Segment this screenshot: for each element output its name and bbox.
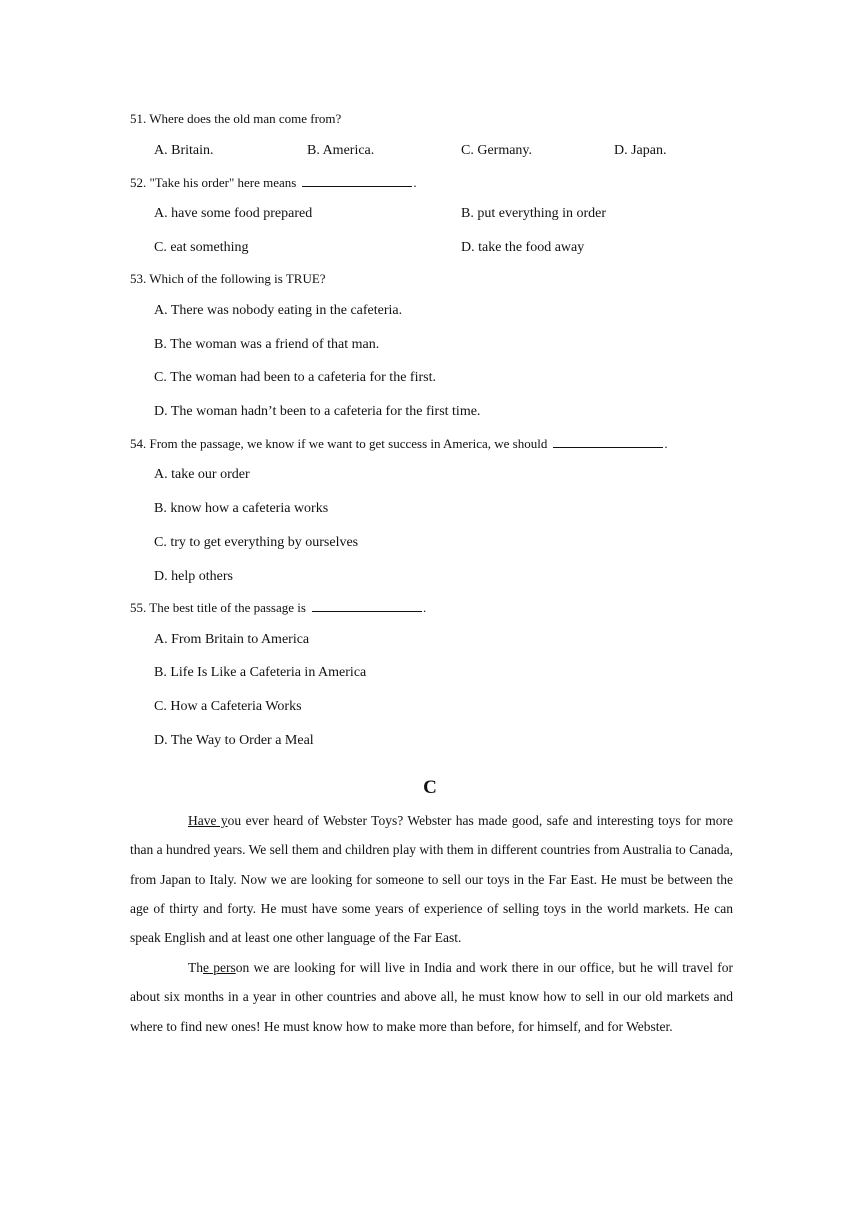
q51-option-a: A. Britain. — [154, 143, 214, 158]
q54-option-a: A. take our order — [154, 467, 250, 482]
paragraph-text: on we are looking for will live in India and work there in our office, but he will travel for about six months in a year in other countries and above all, he must know how to sell in our old markets and where to find new ones! He must know how to make more than before, for himself, and for Webster. — [130, 960, 734, 1034]
q55-option-c: C. How a Cafeteria Works — [154, 699, 302, 714]
q52-option-c: C. eat something — [154, 240, 249, 255]
question-54 — [130, 436, 668, 452]
blank-period: . — [664, 436, 668, 451]
q55-option-a: A. From Britain to America — [154, 632, 310, 647]
q52-option-a: A. have some food prepared — [154, 206, 313, 221]
q54-option-b: B. know how a cafeteria works — [154, 501, 329, 516]
underlined-text: Have y — [188, 813, 228, 828]
blank-period: . — [413, 175, 417, 190]
q52-option-b: B. put everything in order — [461, 206, 607, 221]
answer-blank — [302, 175, 412, 187]
q53-option-d: D. The woman hadn’t been to a cafeteria for the first time. — [154, 404, 481, 419]
underlined-text: e pers — [203, 960, 236, 975]
question-55-text: 55. The best title of the passage is — [130, 600, 306, 615]
question-55 — [130, 600, 426, 616]
paragraph-text: ou ever heard of Webster Toys? Webster has made good, safe and interesting toys for more than a hundred years. We sell them and children play with them in different countries from Australia to Canada, from Japan to Italy. Now we are looking for someone to sell our toys in the Far East. He must be between the age of thirty and forty. He must have some years of experience of selling toys in the world markets. He can speak English and at least one other language of the Far East. — [130, 813, 733, 946]
q53-option-b: B. The woman was a friend of that man. — [154, 337, 380, 352]
question-53: 53. Which of the following is TRUE? — [130, 271, 326, 286]
q51-option-b: B. America. — [307, 143, 375, 158]
q55-option-b: B. Life Is Like a Cafeteria in America — [154, 665, 367, 680]
answer-blank — [553, 436, 663, 448]
q53-option-a: A. There was nobody eating in the cafeteria. — [154, 303, 403, 318]
q52-option-d: D. take the food away — [461, 240, 585, 255]
q51-option-d: D. Japan. — [614, 143, 667, 158]
q53-option-c: C. The woman had been to a cafeteria for the first. — [154, 370, 436, 385]
question-51: 51. Where does the old man come from? — [130, 111, 342, 126]
section-heading: C — [423, 777, 437, 798]
q51-option-c: C. Germany. — [461, 143, 533, 158]
blank-period: . — [422, 600, 427, 615]
question-52 — [130, 175, 417, 191]
q54-option-c: C. try to get everything by ourselves — [154, 535, 359, 550]
q55-option-d: D. The Way to Order a Meal — [154, 733, 314, 748]
passage-paragraph-1 — [130, 806, 733, 952]
paragraph-text-start: Th — [188, 960, 203, 975]
question-52-text: 52. "Take his order" here means — [130, 175, 297, 190]
question-54-text: 54. From the passage, we know if we want to get success in America, we should — [130, 436, 548, 451]
passage-paragraph-2 — [130, 953, 733, 1041]
q54-option-d: D. help others — [154, 569, 233, 584]
answer-blank — [312, 600, 422, 612]
